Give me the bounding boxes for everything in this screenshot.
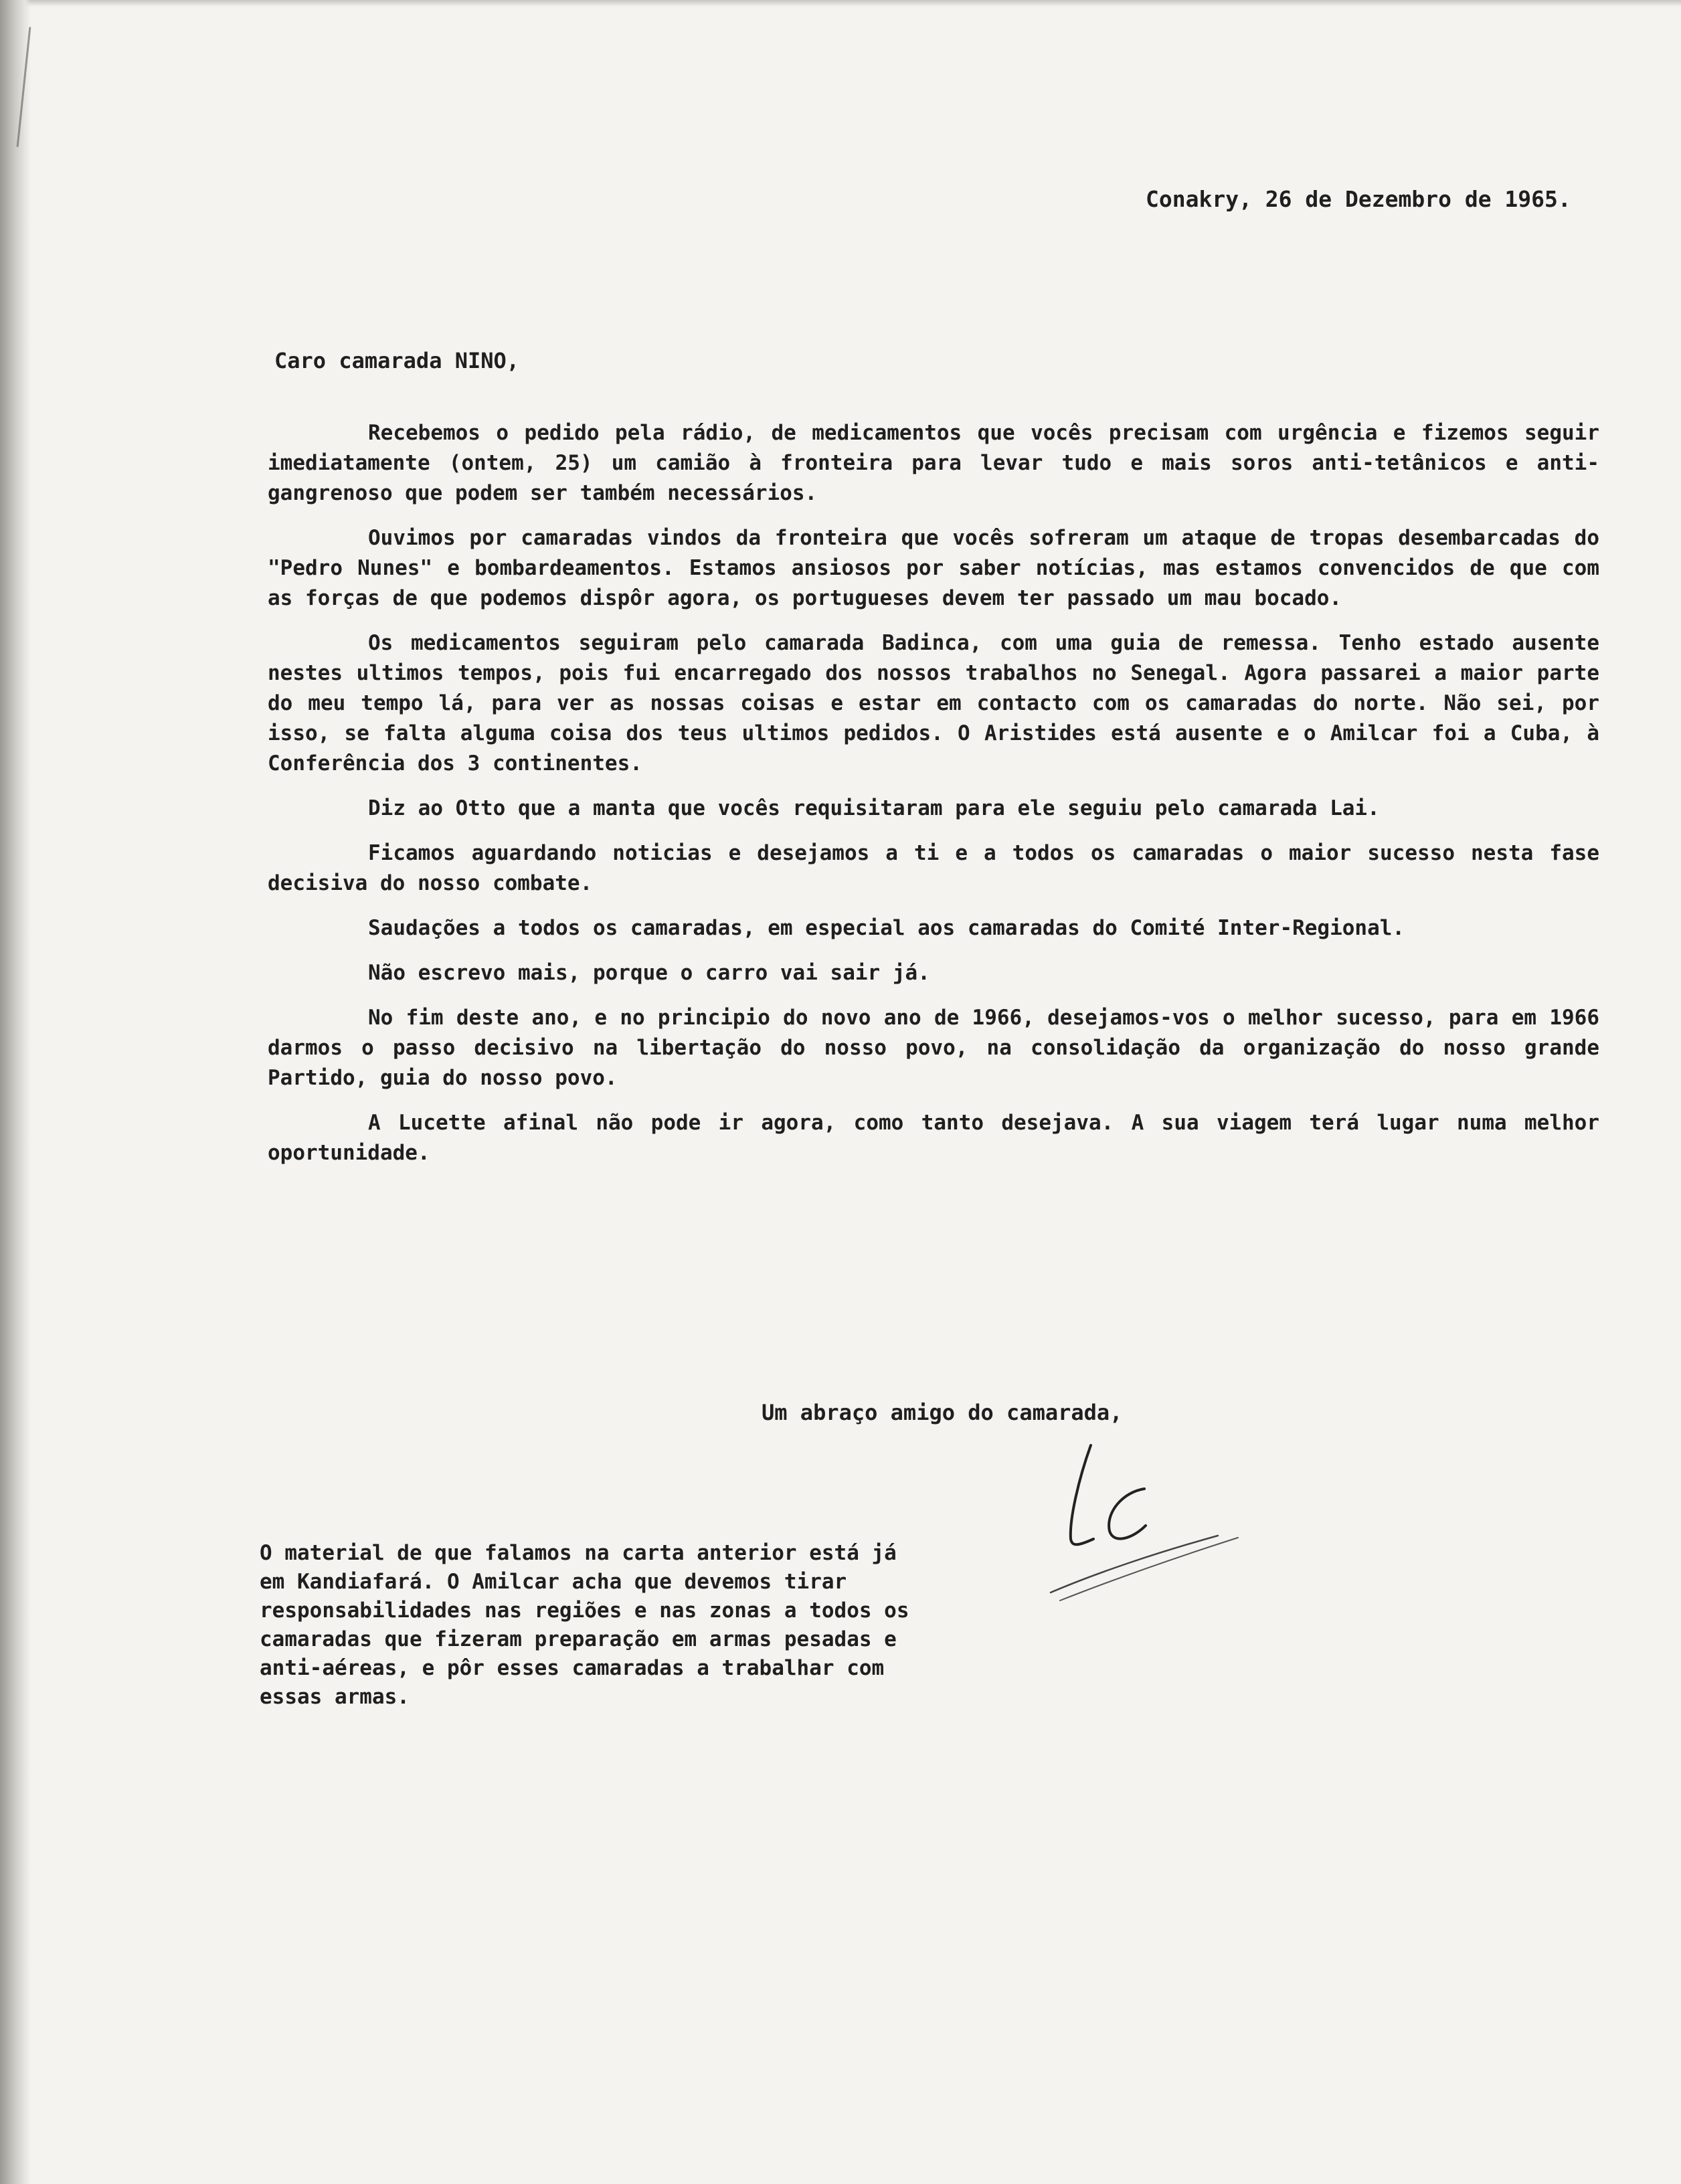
postscript: O material de que falamos na carta anterior está já em Kandiafará. O Amilcar acha que devemos tirar responsabilidades nas regiões e nas zonas a todos os camaradas que fizeram preparação em armas pesadas e anti-aéreas, e pôr esses camaradas a trabalhar com essas armas. <box>260 1541 909 1709</box>
paragraph-9: A Lucette afinal não pode ir agora, como tanto desejava. A sua viagem terá lugar numa melhor oportunidade. <box>268 1111 1599 1165</box>
paragraph-5: Ficamos aguardando noticias e desejamos a ti e a todos os camaradas o maior sucesso nesta fase decisiva do nosso combate. <box>268 841 1599 895</box>
scan-top-edge <box>0 0 1681 7</box>
paragraph-3: Os medicamentos seguiram pelo camarada Badinca, com uma guia de remessa. Tenho estado ausente nestes ultimos tempos, pois fui encarregado dos nossos trabalhos no Senegal. Agora passarei a maior parte do meu tempo lá, para ver as nossas coisas e estar em contacto com os camaradas do norte. Não sei, por isso, se falta alguma coisa dos teus ultimos pedidos. O Aristides está ausente e o Amilcar foi a Cuba, à Conferência dos 3 continentes. <box>268 631 1599 776</box>
scan-left-edge <box>0 0 31 2184</box>
paragraph-6: Saudações a todos os camaradas, em especial aos camaradas do Comité Inter-Regional. <box>368 916 1405 940</box>
closing: Um abraço amigo do camarada, <box>762 1400 1123 1425</box>
paragraph-4: Diz ao Otto que a manta que vocês requisitaram para ele seguiu pelo camarada Lai. <box>368 796 1380 820</box>
signature <box>1044 1425 1258 1619</box>
paragraph-7: Não escrevo mais, porque o carro vai sair já. <box>368 961 930 985</box>
paragraph-1: Recebemos o pedido pela rádio, de medicamentos que vocês precisam com urgência e fizemos seguir imediatamente (ontem, 25) um camião à fronteira para levar tudo e mais soros anti-tetânicos e anti-gangrenoso que podem ser também necessários. <box>268 421 1599 505</box>
paragraph-8: No fim deste ano, e no principio do novo ano de 1966, desejamos-vos o melhor sucesso, para em 1966 darmos o passo decisivo na libertação do nosso povo, na consolidação da organização do nosso grande Partido, guia do nosso povo. <box>268 1006 1599 1090</box>
letter-body <box>268 418 1599 1183</box>
salutation: Caro camarada NINO, <box>274 348 520 373</box>
paragraph-2: Ouvimos por camaradas vindos da fronteira que vocês sofreram um ataque de tropas desembarcadas do "Pedro Nunes" e bombardeamentos. Estamos ansiosos por saber notícias, mas estamos convencidos de que com as forças de que podemos dispôr agora, os portugueses devem ter passado um mau bocado. <box>268 526 1599 610</box>
date-line: Conakry, 26 de Dezembro de 1965. <box>1146 186 1571 212</box>
